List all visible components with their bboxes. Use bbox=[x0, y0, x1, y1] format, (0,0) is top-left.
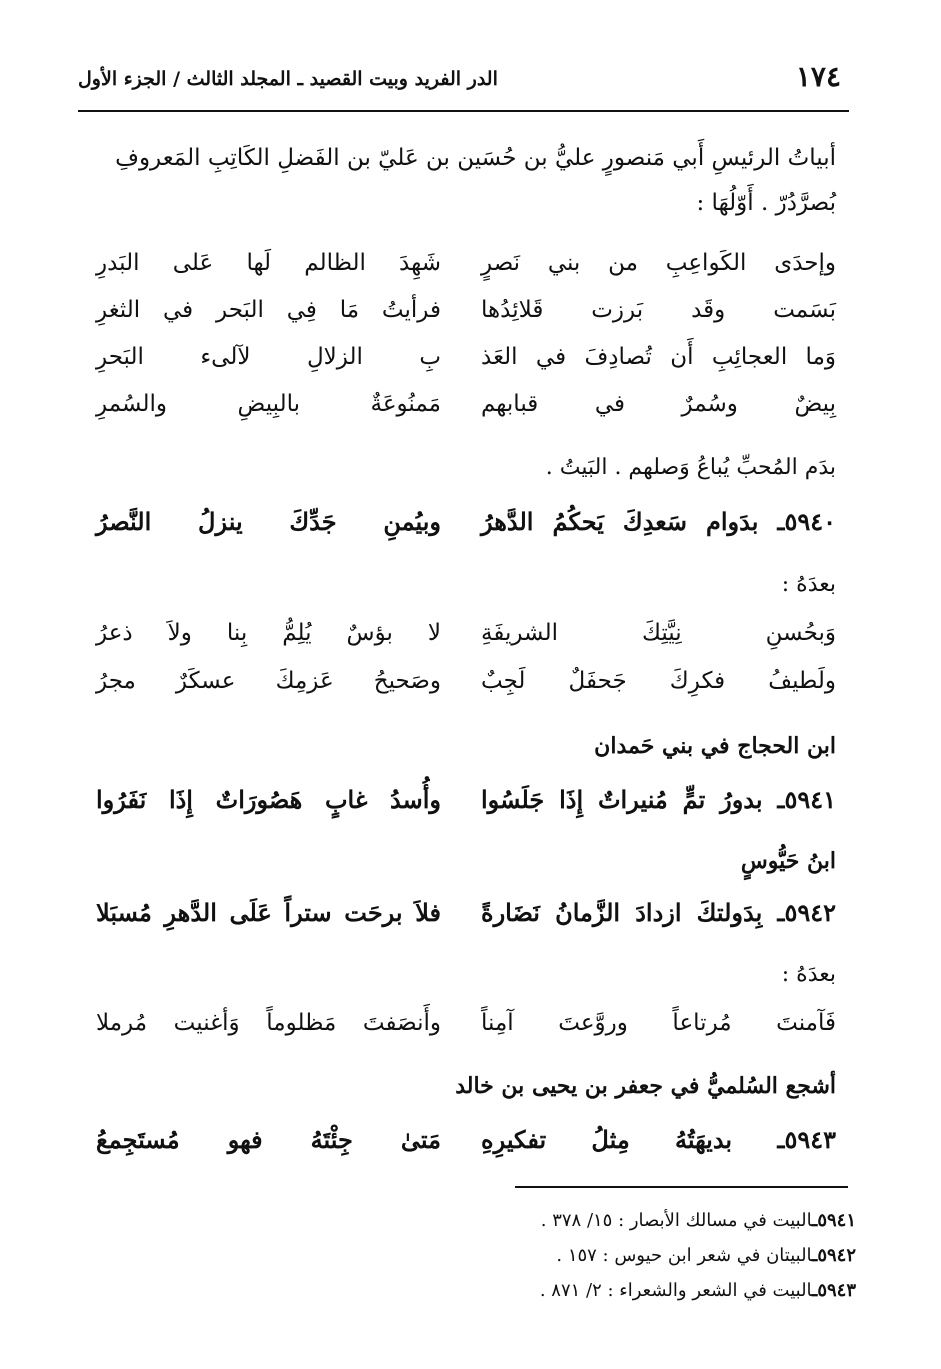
poet-heading: ابن الحجاج في بني حَمدان bbox=[594, 733, 836, 759]
hemistich-text: بِدَولتكَ ازدادَ الزَّمانُ نَضَارةً bbox=[481, 898, 763, 927]
after-label: بعدَهُ : bbox=[781, 962, 836, 987]
hemistich-text: بدَوام سَعدِكَ يَحكُمُ الدَّهرُ bbox=[481, 507, 759, 536]
footnote-text: البيت في الشعر والشعراء : ٢/ ٨٧١ . bbox=[539, 1280, 813, 1301]
verse-5941 bbox=[96, 785, 836, 825]
second-hemistich: فرأيتُ مَا فِي البَحر في الثغرِ bbox=[96, 297, 441, 323]
verse-line bbox=[96, 1010, 836, 1050]
intro-line-2: بُصرَّدُرّ . أَوّلُهَا : bbox=[696, 190, 836, 216]
second-hemistich: شَهِدَ الظالم لَها عَلى البَدرِ bbox=[96, 250, 441, 276]
verse-line bbox=[96, 391, 836, 431]
footnote-number: ٥٩٤٢ـ bbox=[812, 1245, 856, 1266]
verse-line bbox=[96, 620, 836, 660]
second-hemistich: وصَحيحُ عَزمِكَ عسكَرٌ مجرُ bbox=[96, 668, 441, 694]
first-hemistich: وَبحُسنِ نِيَّتِكَ الشريفَةِ bbox=[481, 620, 836, 646]
first-hemistich bbox=[481, 898, 836, 927]
second-hemistich: بِ الزلالِ لآلىء البَحرِ bbox=[96, 344, 441, 370]
verse-5943 bbox=[96, 1125, 836, 1165]
verse-line bbox=[96, 250, 836, 290]
footnote bbox=[556, 1245, 856, 1266]
first-hemistich bbox=[481, 507, 836, 536]
verse-line bbox=[96, 297, 836, 337]
footnote-number: ٥٩٤٣ـ bbox=[812, 1280, 856, 1301]
first-hemistich bbox=[481, 785, 836, 814]
verse-number: ٥٩٤١ـ bbox=[777, 785, 837, 814]
first-hemistich: بِيضٌ وسُمرٌ في قبابهم bbox=[481, 391, 836, 417]
footnote-rule bbox=[515, 1186, 848, 1188]
intro-line-1: أبياتُ الرئيسِ أَبي مَنصورٍ عليُّ بن حُسَين بن عَليّ بن الفَضلِ الكَاتِبِ المَعروفِ bbox=[115, 145, 836, 171]
footnote bbox=[540, 1280, 856, 1301]
second-hemistich: مَمنُوعَةٌ بالبِيضِ والسُمرِ bbox=[96, 391, 441, 417]
verse-5940 bbox=[96, 507, 836, 547]
verse-number: ٥٩٤٠ـ bbox=[777, 507, 836, 536]
first-hemistich: وإحدَى الكَواعِبِ من بني نَصرٍ bbox=[481, 250, 836, 276]
after-label: بعدَهُ : bbox=[781, 572, 836, 597]
verse-number: ٥٩٤٢ـ bbox=[777, 898, 837, 927]
footnote bbox=[541, 1210, 856, 1231]
second-hemistich: وأُسدُ غابٍ هَصُورَاتٌ إِذَا نَفَرُوا bbox=[96, 785, 441, 814]
second-hemistich: فلاَ برحَت ستراً عَلَى الدَّهرِ مُسبَلا bbox=[96, 898, 441, 927]
first-hemistich: بَسَمت وقَد بَرزت قَلائِدُها bbox=[481, 297, 836, 323]
footnote-number: ٥٩٤١ـ bbox=[812, 1210, 856, 1231]
first-hemistich: ولَطيفُ فكرِكَ جَحفَلٌ لَجِبٌ bbox=[481, 668, 836, 694]
page-number: ١٧٤ bbox=[795, 60, 841, 93]
poet-heading: ابنُ حَيُّوسٍ bbox=[740, 848, 836, 874]
second-hemistich: وبيُمنِ جَدِّكَ ينزلُ النَّصرُ bbox=[96, 507, 441, 536]
verse-line bbox=[96, 668, 836, 708]
first-hemistich bbox=[481, 1125, 836, 1154]
verse-line bbox=[96, 344, 836, 384]
first-hemistich: فَآمنتَ مُرتاعاً وروَّعتَ آمِناً bbox=[481, 1010, 836, 1036]
first-hemistich: وَما العجائِبِ أَن تُصادِفَ في العَذ bbox=[481, 344, 836, 370]
second-hemistich: لا بؤسٌ يُلِمُّ بِنا ولاَ ذعرُ bbox=[96, 620, 441, 646]
header-rule bbox=[78, 110, 849, 112]
poet-heading: أشجع السُلميُّ في جعفر بن يحيى بن خالد bbox=[455, 1073, 836, 1099]
verse-single-line: بدَم المُحبِّ يُباعُ وَصلهم . البَيتُ . bbox=[545, 455, 836, 480]
hemistich-text: بدورُ تمٍّ مُنيراتٌ إِذَا جَلَسُوا bbox=[481, 785, 763, 814]
verse-number: ٥٩٤٣ـ bbox=[777, 1125, 837, 1154]
running-title: الدر الفريد وبيت القصيد ـ المجلد الثالث / الجزء الأول bbox=[78, 68, 498, 90]
footnote-text: البيتان في شعر ابن حيوس : ١٥٧ . bbox=[556, 1245, 813, 1266]
second-hemistich: وأَنصَفتَ مَظلوماً وَأغنيت مُرملا bbox=[96, 1010, 441, 1036]
verse-5942 bbox=[96, 898, 836, 938]
hemistich-text: بديهَتُهُ مِثلُ تفكيرِهِ bbox=[481, 1125, 733, 1154]
footnote-text: البيت في مسالك الأبصار : ١٥/ ٣٧٨ . bbox=[540, 1210, 813, 1231]
second-hemistich: مَتىٰ جِئْتَهُ فهو مُستَجِمعُ bbox=[96, 1125, 441, 1154]
